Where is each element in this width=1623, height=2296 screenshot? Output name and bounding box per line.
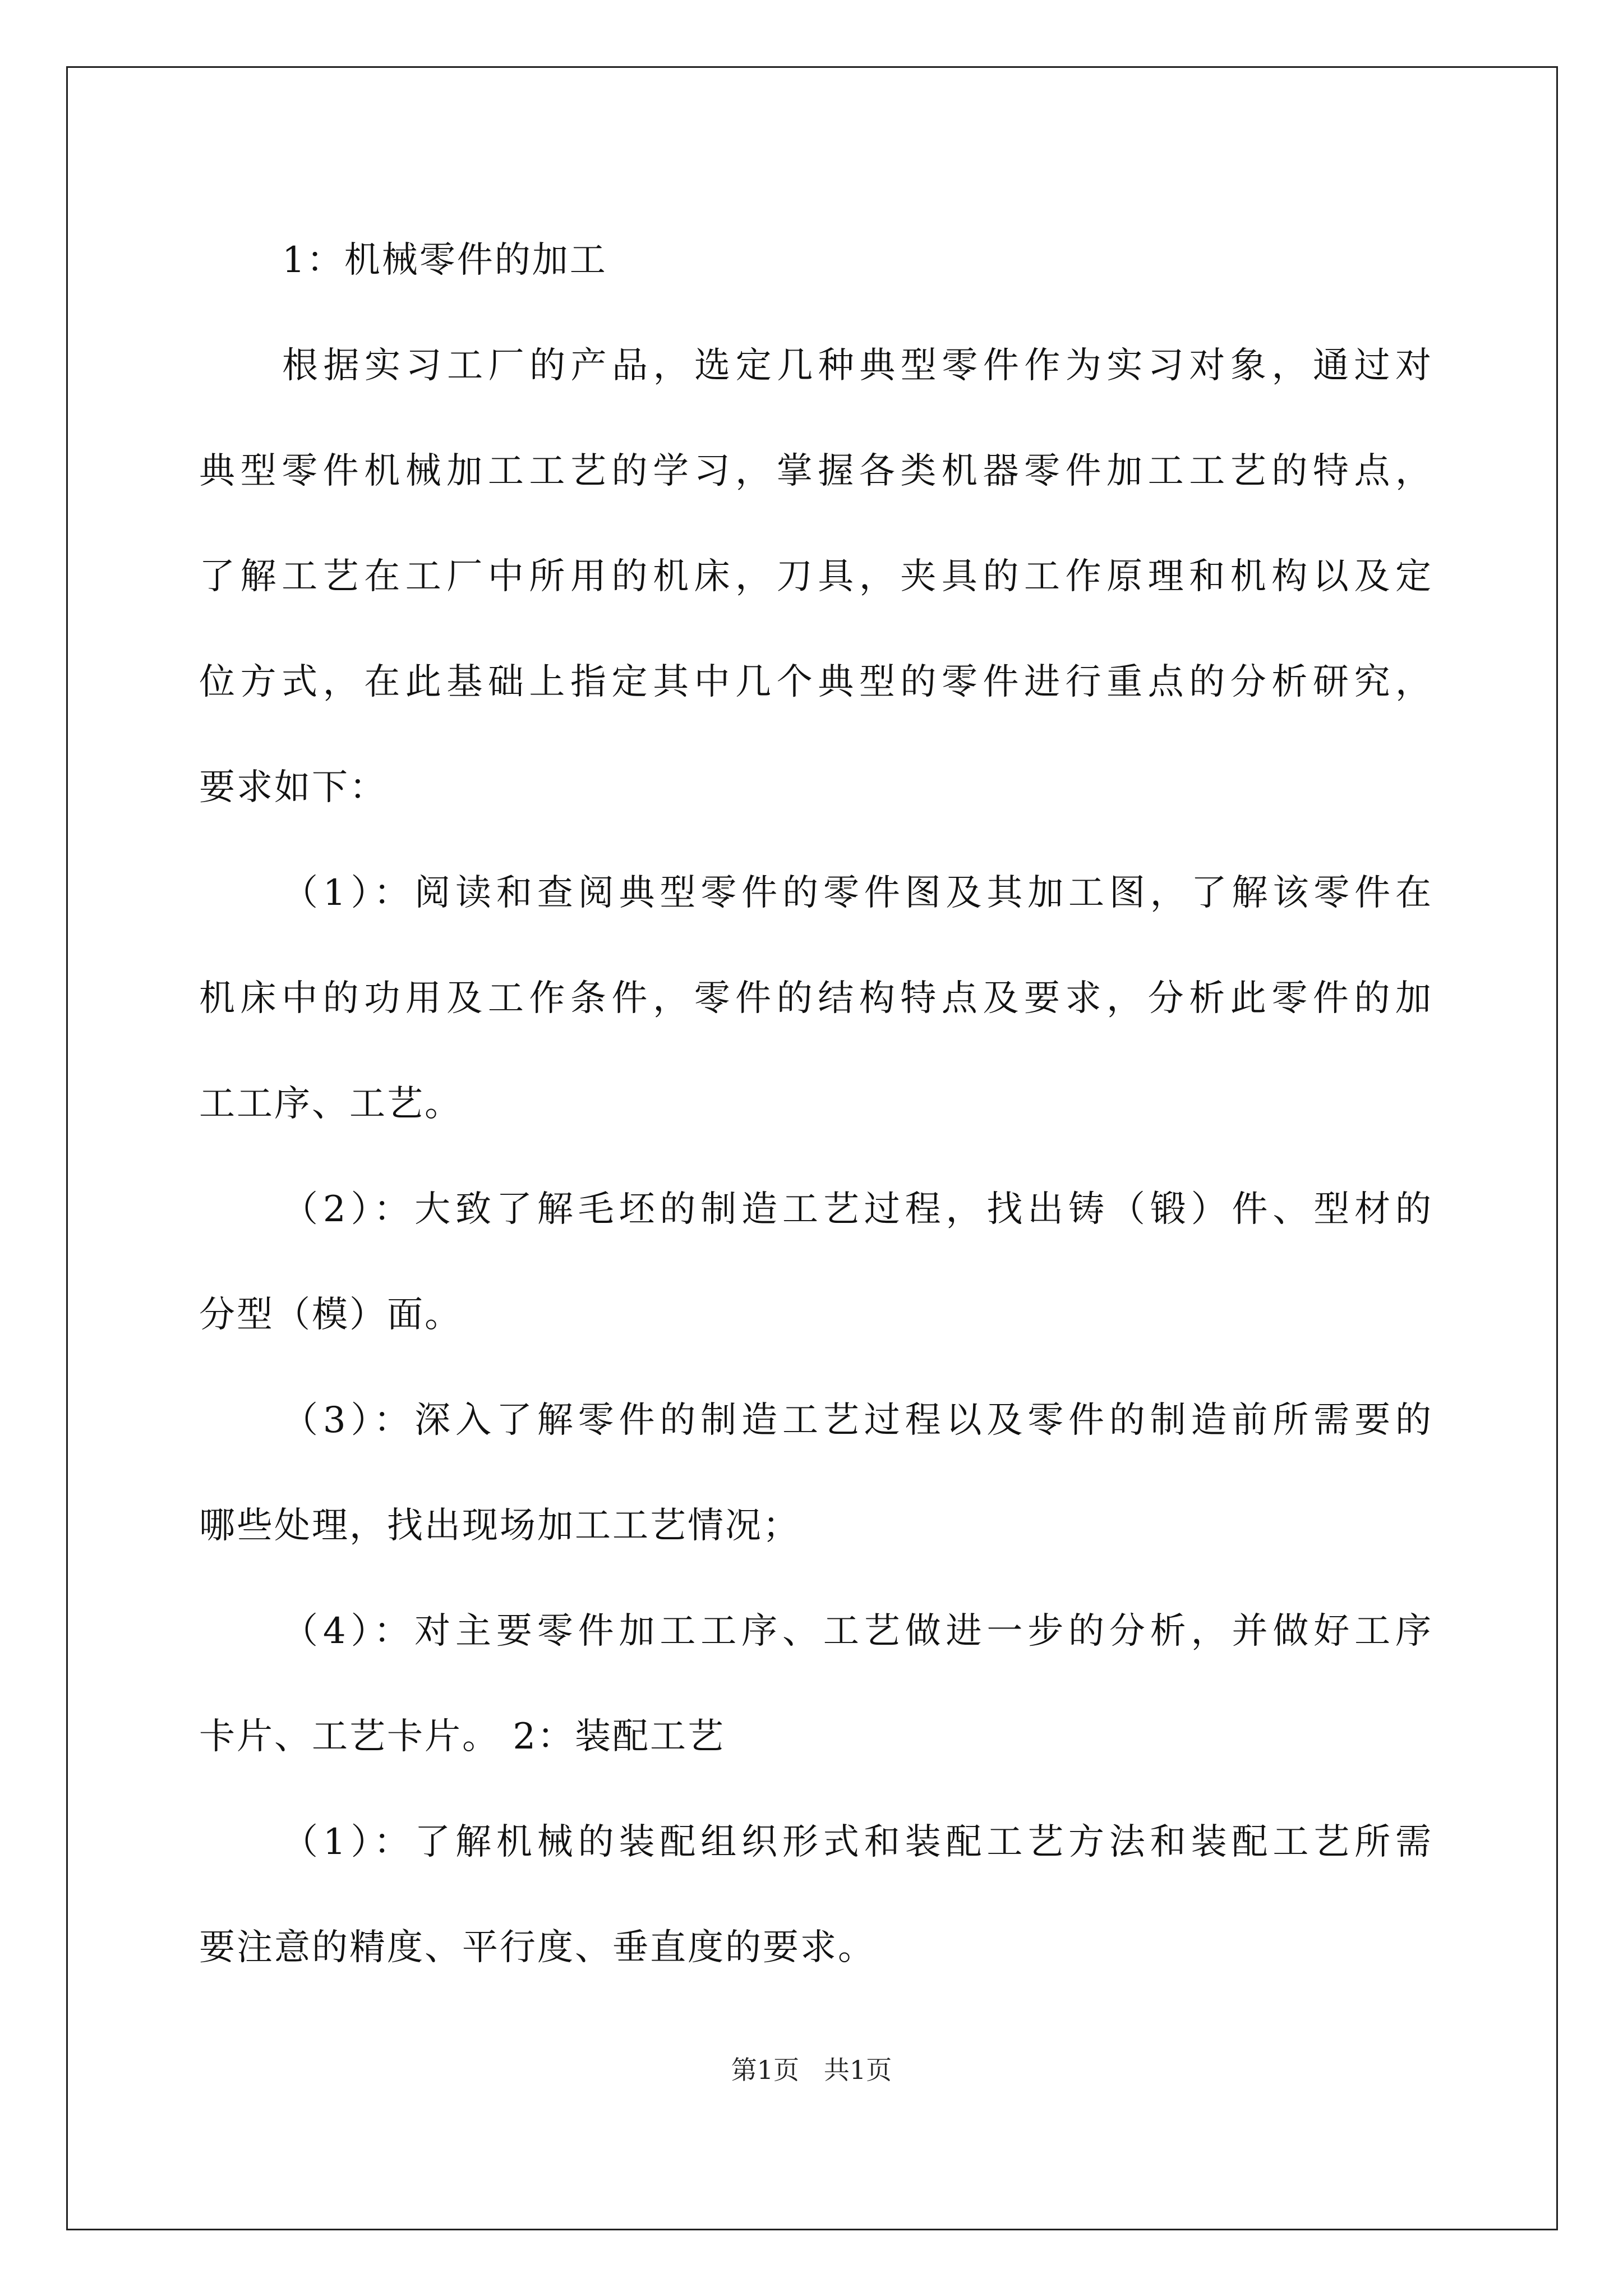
list-item-line: （1）：了解机械的装配组织形式和装配工艺方法和装配工艺所需 bbox=[282, 1821, 1433, 1863]
list-item-line: （3）：深入了解零件的制造工艺过程以及零件的制造前所需要的 bbox=[282, 1400, 1433, 1441]
list-item-line: 哪些处理，找出现场加工工艺情况； bbox=[199, 1505, 800, 1547]
paragraph-line: 要求如下： bbox=[199, 767, 387, 808]
paragraph-line: 了解工艺在工厂中所用的机床，刀具，夹具的工作原理和机构以及定 bbox=[199, 556, 1433, 597]
list-item-line: （1）：阅读和查阅典型零件的零件图及其加工图，了解该零件在 bbox=[282, 872, 1433, 914]
list-item-line: 工工序、工艺。 bbox=[199, 1083, 462, 1125]
page-number-footer: 第1页 共1页 bbox=[731, 2055, 892, 2085]
list-item-line: （2）：大致了解毛坯的制造工艺过程，找出铸（锻）件、型材的 bbox=[282, 1189, 1433, 1230]
list-item-line: 卡片、工艺卡片。 2：装配工艺 bbox=[199, 1716, 726, 1757]
paragraph-line: 典型零件机械加工工艺的学习，掌握各类机器零件加工工艺的特点， bbox=[199, 450, 1433, 492]
list-item-line: 分型（模）面。 bbox=[199, 1294, 462, 1336]
list-item-line: （4）：对主要零件加工工序、工艺做进一步的分析，并做好工序 bbox=[282, 1611, 1433, 1652]
paragraph-line: 位方式，在此基础上指定其中几个典型的零件进行重点的分析研究， bbox=[199, 661, 1433, 703]
section-heading-machining: 1：机械零件的加工 bbox=[282, 240, 607, 281]
list-item-line: 机床中的功用及工作条件，零件的结构特点及要求，分析此零件的加 bbox=[199, 978, 1433, 1019]
document-body bbox=[199, 208, 1433, 2000]
paragraph-line: 根据实习工厂的产品，选定几种典型零件作为实习对象，通过对 bbox=[282, 345, 1433, 386]
list-item-line: 要注意的精度、平行度、垂直度的要求。 bbox=[199, 1927, 875, 1968]
